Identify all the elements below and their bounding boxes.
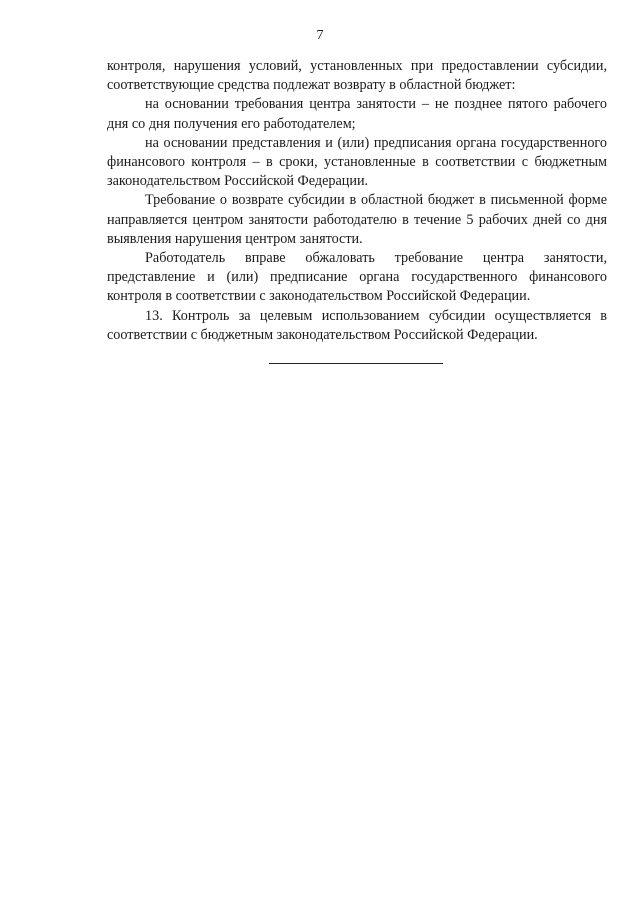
document-body — [107, 57, 607, 345]
paragraph-employment-center-requirement: на основании требования центра занятости – не позднее пятого рабочего дня со дня получения его работодателем; — [107, 96, 607, 132]
end-of-document-line — [269, 363, 443, 364]
paragraph-refund-requirement: Требование о возврате субсидии в областной бюджет в письменной форме направляется центром занятости работодателю в течение 5 рабочих дней со дня выявления нарушения центром занятости. — [107, 192, 607, 247]
page-number: 7 — [316, 28, 324, 43]
paragraph-item-13: 13. Контроль за целевым использованием субсидии осуществляется в соответствии с бюджетным законодательством Российской Федерации. — [107, 307, 607, 343]
paragraph-appeal-right: Работодатель вправе обжаловать требование центра занятости, представление и (или) предписание органа государственного финансового контроля в соответствии с законодательством Российской Федерации. — [107, 250, 607, 305]
paragraph-continuation: контроля, нарушения условий, установленных при предоставлении субсидии, соответствующие средства подлежат возврату в областной бюджет: — [107, 58, 607, 94]
paragraph-financial-control-order: на основании представления и (или) предписания органа государственного финансового контроля – в сроки, установленные в соответствии с бюджетным законодательством Российской Федерации. — [107, 134, 607, 190]
